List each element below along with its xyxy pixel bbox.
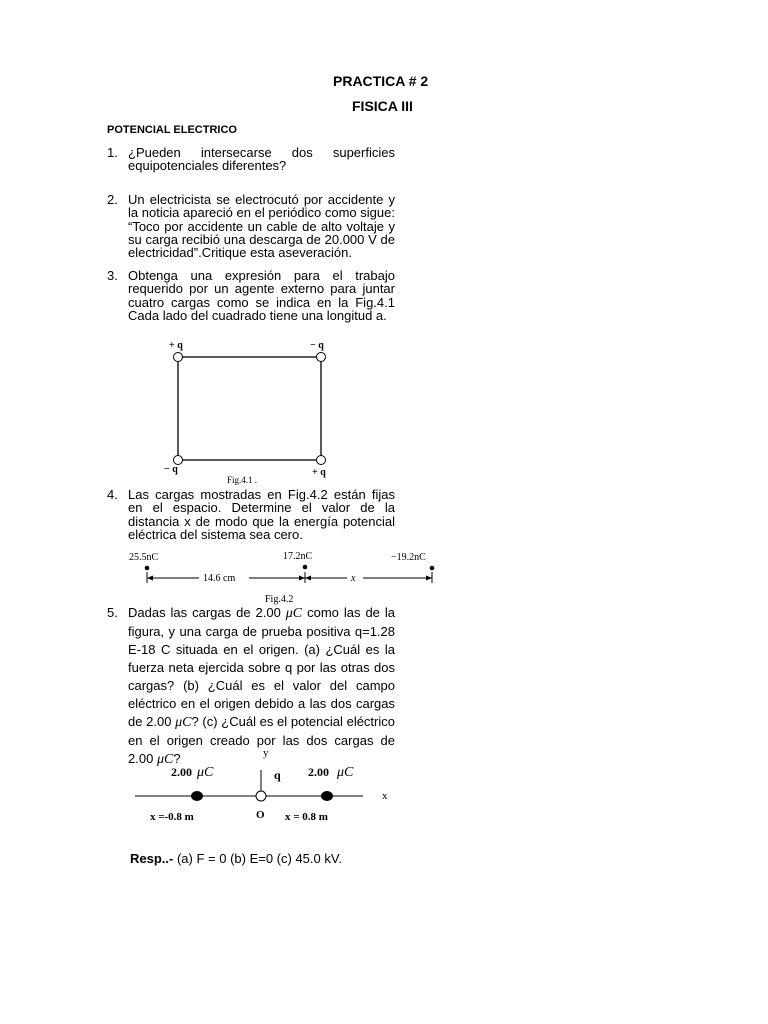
figure-caption: Fig.4.1 . xyxy=(227,475,258,485)
unit-symbol: μC xyxy=(175,715,192,730)
charge-bottom-right xyxy=(317,456,326,465)
answer-line xyxy=(130,851,342,866)
question-number: 2. xyxy=(107,192,118,207)
question-1 xyxy=(107,146,395,173)
left-charge-dot xyxy=(191,791,203,801)
distance-label: 14.6 cm xyxy=(203,573,236,584)
charge-1-label: 25.5nC xyxy=(129,552,159,563)
x-distance-label: x xyxy=(351,573,356,584)
test-charge-label: q xyxy=(274,768,281,782)
origin-label: O xyxy=(256,809,265,821)
figure-4-1 xyxy=(160,336,350,486)
section-heading: POTENCIAL ELECTRICO xyxy=(107,124,237,136)
label-top-left: + q xyxy=(169,340,183,351)
label-bottom-left: − q xyxy=(164,464,178,475)
figure-caption: Fig.4.2 xyxy=(265,594,294,605)
page-title: PRACTICA # 2 xyxy=(333,73,429,89)
question-text: ¿Pueden intersecarse dos superficies equipotenciales diferentes? xyxy=(128,145,395,174)
left-charge-unit: μC xyxy=(197,765,214,780)
question-text: Obtenga una expresión para el trabajo requerido por un agente externo para juntar cuatro cargas como se indica en la Fig.4.1 Cada lado del cuadrado tiene una longitud a. xyxy=(128,268,395,323)
question-number: 3. xyxy=(107,268,118,283)
question-2 xyxy=(107,193,395,259)
question-text-part: ? xyxy=(173,751,181,766)
x-axis-label: x xyxy=(382,790,388,802)
charge-3-dot xyxy=(430,566,435,571)
right-charge-dot xyxy=(321,791,333,801)
charge-top-left xyxy=(174,353,183,362)
label-top-right: − q xyxy=(310,340,324,351)
right-position-label: x = 0.8 m xyxy=(285,811,328,823)
question-number: 4. xyxy=(107,487,118,502)
arrow-head xyxy=(147,576,153,581)
figure-5 xyxy=(130,742,410,826)
charge-2-label: 17.2nC xyxy=(283,551,313,562)
arrow-head xyxy=(299,576,305,581)
answer-text: (a) F = 0 (b) E=0 (c) 45.0 kV. xyxy=(176,851,342,866)
y-axis-label: y xyxy=(263,747,269,759)
arrow-head xyxy=(305,576,311,581)
question-text-part: Dadas las cargas de 2.00 xyxy=(128,605,281,620)
question-number: 1. xyxy=(107,145,118,160)
right-charge-unit: μC xyxy=(337,765,354,780)
left-charge-value: 2.00 xyxy=(171,765,192,779)
origin-charge-dot xyxy=(256,791,266,801)
question-text-part: como las de la figura, y una carga de prueba positiva q=1.28 E-18 C situada en el origen. (a) ¿Cuál es la fuerza neta ejercida sobre q por las otras dos cargas? (b) ¿Cuál es el valor del campo eléctrico en el origen debido a las dos cargas de 2.00 xyxy=(128,605,395,729)
question-text-part: ? (c) ¿Cuál es el potencial eléctrico en el origen creado por las dos cargas de 2.00 xyxy=(128,714,395,766)
question-4 xyxy=(107,488,395,541)
charge-3-label: −19.2nC xyxy=(391,552,426,563)
question-text: Un electricista se electrocutó por accidente y la noticia apareció en el periódico como sigue: “Toco por accidente un cable de alto voltaje y su carga recibió una descarga de 20.000 V de electricidad”.Critique esta aseveración. xyxy=(128,192,395,261)
charge-1-dot xyxy=(145,566,150,571)
charge-2-dot xyxy=(303,565,308,570)
question-number: 5. xyxy=(107,605,118,620)
arrow-head xyxy=(426,576,432,581)
label-bottom-right: + q xyxy=(312,467,326,478)
square-outline xyxy=(178,357,321,460)
question-3 xyxy=(107,269,395,322)
unit-symbol: μC xyxy=(285,606,303,621)
charge-top-right xyxy=(317,353,326,362)
figure-4-2 xyxy=(125,548,450,606)
answer-label: Resp..- xyxy=(130,851,174,866)
page-subtitle: FISICA III xyxy=(352,98,413,114)
unit-symbol: μC xyxy=(156,752,174,767)
question-text: Las cargas mostradas en Fig.4.2 están fijas en el espacio. Determine el valor de la distancia x de modo que la energía potencial eléctrica del sistema sea cero. xyxy=(128,487,395,542)
left-position-label: x =-0.8 m xyxy=(150,811,194,823)
right-charge-value: 2.00 xyxy=(308,765,329,779)
